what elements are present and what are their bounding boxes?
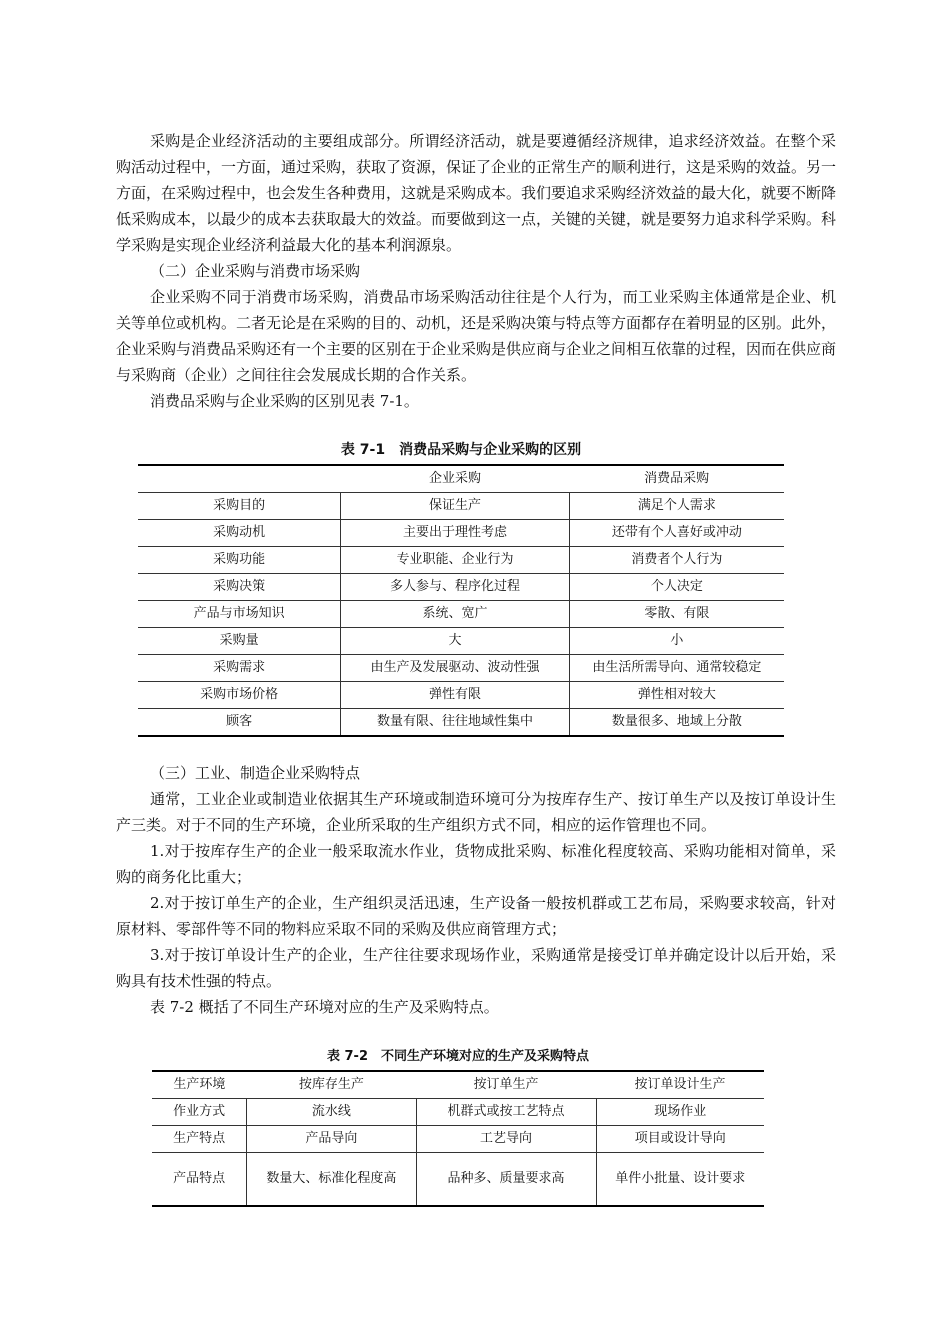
table-cell: 数量有限、往往地域性集中 — [341, 709, 569, 737]
table-row — [138, 601, 784, 628]
section2-paragraph: 企业采购不同于消费市场采购，消费品市场采购活动往往是个人行为，而工业采购主体通常是企业、机关等单位或机构。二者无论是在采购的目的、动机，还是采购决策与特点等方面都存在着明显的区别。此外，企业采购与消费品采购还有一个主要的区别在于企业采购是供应商与企业之间相互依靠的过程，因而在供应商与采购商（企业）之间往往会发展成长期的合作关系。 — [116, 288, 837, 384]
table-cell: 采购量 — [138, 628, 341, 655]
table-cell: 大 — [341, 628, 569, 655]
table-cell: 零散、有限 — [569, 601, 784, 628]
table2-caption: 表 7-2 不同生产环境对应的生产及采购特点 — [326, 1049, 589, 1064]
table2-header-row — [152, 1071, 764, 1099]
table-cell: 由生产及发展驱动、波动性强 — [341, 655, 569, 682]
table-cell: 主要出于理性考虑 — [341, 520, 569, 547]
table-cell: 数量很多、地域上分散 — [569, 709, 784, 737]
table1-caption: 表 7-1 消费品采购与企业采购的区别 — [340, 442, 582, 458]
table-cell: 产品特点 — [152, 1153, 247, 1207]
table-row — [138, 682, 784, 709]
table2-header-cell: 生产环境 — [152, 1071, 247, 1099]
table-cell: 保证生产 — [341, 493, 569, 520]
table-cell: 流水线 — [247, 1099, 416, 1126]
table-cell: 个人决定 — [569, 574, 784, 601]
table-cell: 现场作业 — [596, 1099, 764, 1126]
table-cell: 生产特点 — [152, 1126, 247, 1153]
table-cell: 品种多、质量要求高 — [416, 1153, 596, 1207]
table-row — [138, 709, 784, 737]
table-cell: 采购决策 — [138, 574, 341, 601]
lower-text-block — [116, 760, 836, 1020]
table-cell: 小 — [569, 628, 784, 655]
table1-header-cell: 消费品采购 — [569, 465, 784, 493]
table1 — [138, 464, 784, 737]
table-cell: 采购目的 — [138, 493, 341, 520]
table-cell: 单件小批量、设计要求 — [596, 1153, 764, 1207]
table-row — [138, 547, 784, 574]
table-cell: 数量大、标准化程度高 — [247, 1153, 416, 1207]
table-cell: 机群式或按工艺特点 — [416, 1099, 596, 1126]
table-cell: 采购需求 — [138, 655, 341, 682]
intro-paragraph: 采购是企业经济活动的主要组成部分。所谓经济活动，就是要遵循经济规律，追求经济效益。在整个采购活动过程中，一方面，通过采购，获取了资源，保证了企业的正常生产的顺利进行，这是采购的效益。另一方面，在采购过程中，也会发生各种费用，这就是采购成本。我们要追求采购经济效益的最大化，就要不断降低采购成本，以最少的成本去获取最大的效益。而要做到这一点，关键的关键，就是要努力追求科学采购。科学采购是实现企业经济利益最大化的基本利润源泉。 — [116, 132, 837, 254]
table2 — [152, 1070, 764, 1207]
table-cell: 多人参与、程序化过程 — [341, 574, 569, 601]
table-row — [152, 1126, 764, 1153]
table-cell: 顾客 — [138, 709, 341, 737]
table1-reference: 消费品采购与企业采购的区别见表 7-1。 — [150, 392, 419, 410]
table2-header-cell: 按库存生产 — [247, 1071, 416, 1099]
table-cell: 弹性相对较大 — [569, 682, 784, 709]
table-cell: 项目或设计导向 — [596, 1126, 764, 1153]
section3-heading: （三）工业、制造企业采购特点 — [150, 764, 361, 782]
table-cell: 还带有个人喜好或冲动 — [569, 520, 784, 547]
table2-header-cell: 按订单设计生产 — [596, 1071, 764, 1099]
table-cell: 采购功能 — [138, 547, 341, 574]
table-cell: 工艺导向 — [416, 1126, 596, 1153]
table-cell: 产品导向 — [247, 1126, 416, 1153]
section2-heading: （二）企业采购与消费市场采购 — [150, 262, 361, 280]
table1-header-row — [138, 465, 784, 493]
list-item: 2.对于按订单生产的企业，生产组织灵活迅速，生产设备一般按机群或工艺布局，采购要求较高，针对原材料、零部件等不同的物料应采取不同的采购及供应商管理方式； — [116, 894, 836, 938]
table-cell: 弹性有限 — [341, 682, 569, 709]
table-cell: 由生活所需导向、通常较稳定 — [569, 655, 784, 682]
table-cell: 系统、宽广 — [341, 601, 569, 628]
table-cell: 产品与市场知识 — [138, 601, 341, 628]
table-row — [138, 628, 784, 655]
table-cell: 采购动机 — [138, 520, 341, 547]
table-row — [138, 655, 784, 682]
list-item: 3.对于按订单设计生产的企业，生产往往要求现场作业，采购通常是接受订单并确定设计以后开始，采购具有技术性强的特点。 — [116, 946, 836, 990]
list-item: 1.对于按库存生产的企业一般采取流水作业，货物成批采购、标准化程度较高、采购功能相对简单，采购的商务化比重大； — [116, 842, 836, 886]
table-row — [152, 1099, 764, 1126]
table2-header-cell: 按订单生产 — [416, 1071, 596, 1099]
table-cell: 消费者个人行为 — [569, 547, 784, 574]
table2-reference: 表 7-2 概括了不同生产环境对应的生产及采购特点。 — [150, 998, 499, 1016]
table1-header-cell: 企业采购 — [341, 465, 569, 493]
table-cell: 满足个人需求 — [569, 493, 784, 520]
section3-paragraph: 通常，工业企业或制造业依据其生产环境或制造环境可分为按库存生产、按订单生产以及按订单设计生产三类。对于不同的生产环境，企业所采取的生产组织方式不同，相应的运作管理也不同。 — [116, 790, 836, 834]
table-row — [138, 574, 784, 601]
table-cell: 采购市场价格 — [138, 682, 341, 709]
table-row — [138, 520, 784, 547]
table-row — [138, 493, 784, 520]
table1-header-cell — [138, 465, 341, 493]
table-cell: 作业方式 — [152, 1099, 247, 1126]
table-row — [152, 1153, 764, 1207]
table-cell: 专业职能、企业行为 — [341, 547, 569, 574]
upper-text-block — [116, 128, 836, 414]
